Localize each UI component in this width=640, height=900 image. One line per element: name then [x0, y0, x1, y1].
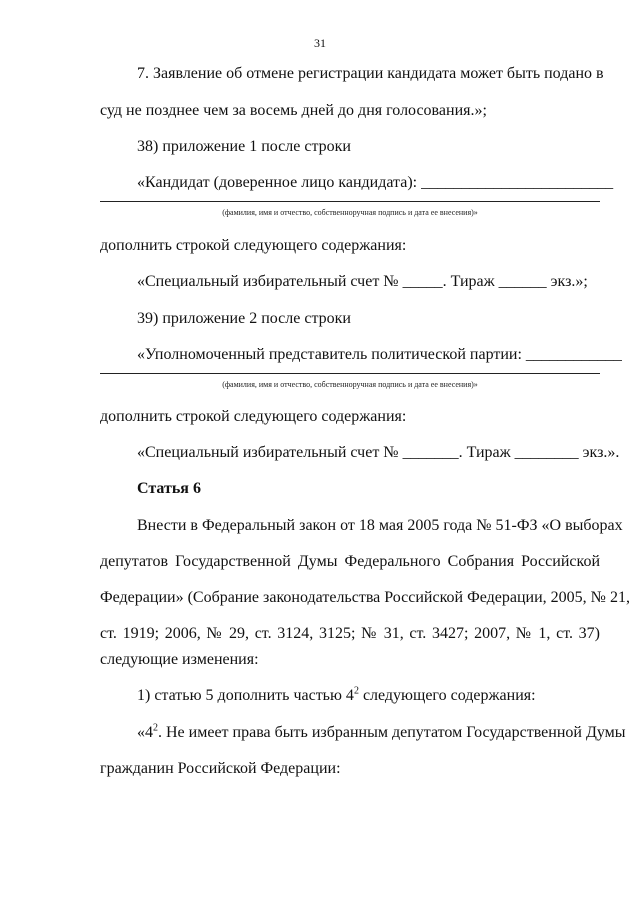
text-line: Федерации» (Собрание законодательства Российской Федерации, 2005, № 21,: [100, 589, 630, 606]
text-line: Внести в Федеральный закон от 18 мая 2005 года № 51-ФЗ «О выборах: [137, 517, 623, 534]
text-line: «$4^2$. Не имеет права быть избранным депутатом Государственной Думы: [137, 722, 626, 741]
text-line: 38) приложение 1 после строки: [137, 138, 351, 155]
text-line: 7. Заявление об отмене регистрации кандидата может быть подано в: [137, 65, 604, 82]
text-line: «Специальный избирательный счет № _______. Тираж ________ экз.».: [137, 444, 620, 461]
signature-rule: [100, 373, 600, 374]
text-line: депутатов Государственной Думы Федерального Собрания Российской: [100, 553, 600, 570]
text-line: дополнить строкой следующего содержания:: [100, 237, 407, 254]
text-line: «Специальный избирательный счет № _____. Тираж ______ экз.»;: [137, 273, 588, 290]
footnote-caption: (фамилия, имя и отчество, собственноручная подпись и дата ее внесения)»: [222, 208, 478, 217]
text-line: дополнить строкой следующего содержания:: [100, 408, 407, 425]
text-line: гражданин Российской Федерации:: [100, 760, 341, 777]
text-line: следующие изменения:: [100, 651, 259, 668]
text-line: 1) статью 5 дополнить частью $4^2$ следующего содержания:: [137, 685, 536, 704]
article-heading: Статья 6: [137, 480, 201, 497]
text-line: ст. 1919; 2006, № 29, ст. 3124, 3125; № 31, ст. 3427; 2007, № 1, ст. 37): [100, 625, 600, 642]
text-line: «Уполномоченный представитель политической партии: ____________: [137, 346, 622, 363]
footnote-caption: (фамилия, имя и отчество, собственноручная подпись и дата ее внесения)»: [222, 380, 478, 389]
text-line: 39) приложение 2 после строки: [137, 310, 351, 327]
text-line: суд не позднее чем за восемь дней до дня голосования.»;: [100, 102, 487, 119]
signature-rule: [100, 201, 600, 202]
page-number: 31: [314, 36, 326, 50]
text-line: «Кандидат (доверенное лицо кандидата): ________________________: [137, 174, 614, 191]
